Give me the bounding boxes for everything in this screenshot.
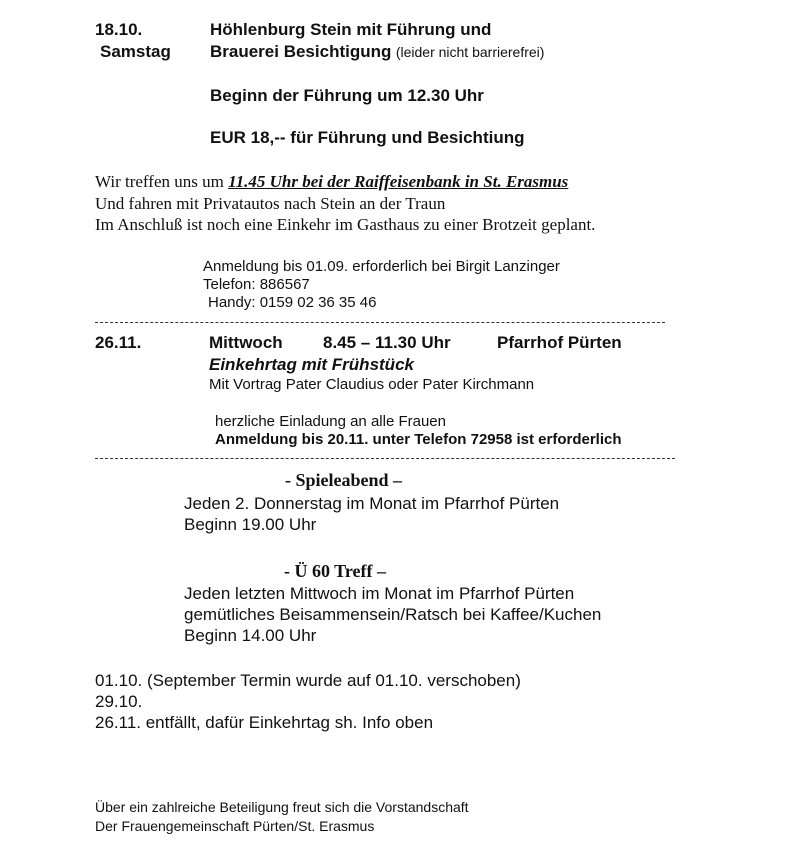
games-line1: Jeden 2. Donnerstag im Monat im Pfarrhof Pürten	[184, 494, 560, 513]
ue60-line1: Jeden letzten Mittwoch im Monat im Pfarrhof Pürten	[184, 584, 575, 603]
event2-invite: herzliche Einladung an alle Frauen	[215, 413, 446, 430]
event2-weekday: Mittwoch	[209, 333, 283, 352]
event2-title: Einkehrtag mit Frühstück	[209, 355, 414, 374]
event1-meet-highlight: 11.45 Uhr bei der Raiffeisenbank in St. Erasmus	[228, 172, 569, 191]
event2-place: Pfarrhof Pürten	[497, 333, 622, 352]
divider	[95, 458, 675, 459]
event1-after: Im Anschluß ist noch eine Einkehr im Gasthaus zu einer Brotzeit geplant.	[95, 215, 596, 234]
date-item: 26.11. entfällt, dafür Einkehrtag sh. Info oben	[95, 713, 434, 732]
event1-title-line1: Höhlenburg Stein mit Führung und	[210, 20, 492, 39]
event1-date: 18.10.	[95, 20, 143, 39]
event1-meet-prefix: Wir treffen uns um	[95, 172, 229, 191]
date-item: 01.10. (September Termin wurde auf 01.10. verschoben)	[95, 671, 521, 690]
event2-talk: Mit Vortrag Pater Claudius oder Pater Kirchmann	[209, 376, 535, 393]
event1-travel: Und fahren mit Privatautos nach Stein an der Traun	[95, 194, 446, 213]
ue60-line3: Beginn 14.00 Uhr	[184, 626, 317, 645]
event1-meeting	[95, 172, 568, 192]
ue60-heading: - Ü 60 Treff –	[284, 561, 386, 581]
event2-date: 26.11.	[95, 333, 142, 352]
event1-title-line2: Brauerei Besichtigung	[210, 42, 392, 61]
event2-registration: Anmeldung bis 20.11. unter Telefon 72958 ist erforderlich	[215, 431, 622, 448]
event1-note: (leider nicht barrierefrei)	[395, 44, 545, 60]
event1-mobile: Handy: 0159 02 36 35 46	[208, 294, 377, 311]
event1-weekday: Samstag	[100, 42, 171, 61]
event2-time: 8.45 – 11.30 Uhr	[323, 333, 451, 352]
footer-line1: Über ein zahlreiche Beteiligung freut sich die Vorstandschaft	[95, 799, 469, 815]
date-item: 29.10.	[95, 692, 143, 711]
games-heading: - Spieleabend –	[285, 470, 403, 490]
divider	[95, 322, 665, 323]
games-line2: Beginn 19.00 Uhr	[184, 515, 317, 534]
event1-start: Beginn der Führung um 12.30 Uhr	[210, 86, 484, 105]
event1-price: EUR 18,-- für Führung und Besichtiung	[210, 128, 525, 147]
ue60-line2: gemütliches Beisammensein/Ratsch bei Kaffee/Kuchen	[184, 605, 602, 624]
event1-phone: Telefon: 886567	[203, 276, 310, 293]
event1-registration: Anmeldung bis 01.09. erforderlich bei Birgit Lanzinger	[203, 258, 560, 275]
event1-title-line2-row	[210, 42, 544, 62]
footer-line2: Der Frauengemeinschaft Pürten/St. Erasmus	[95, 818, 375, 834]
